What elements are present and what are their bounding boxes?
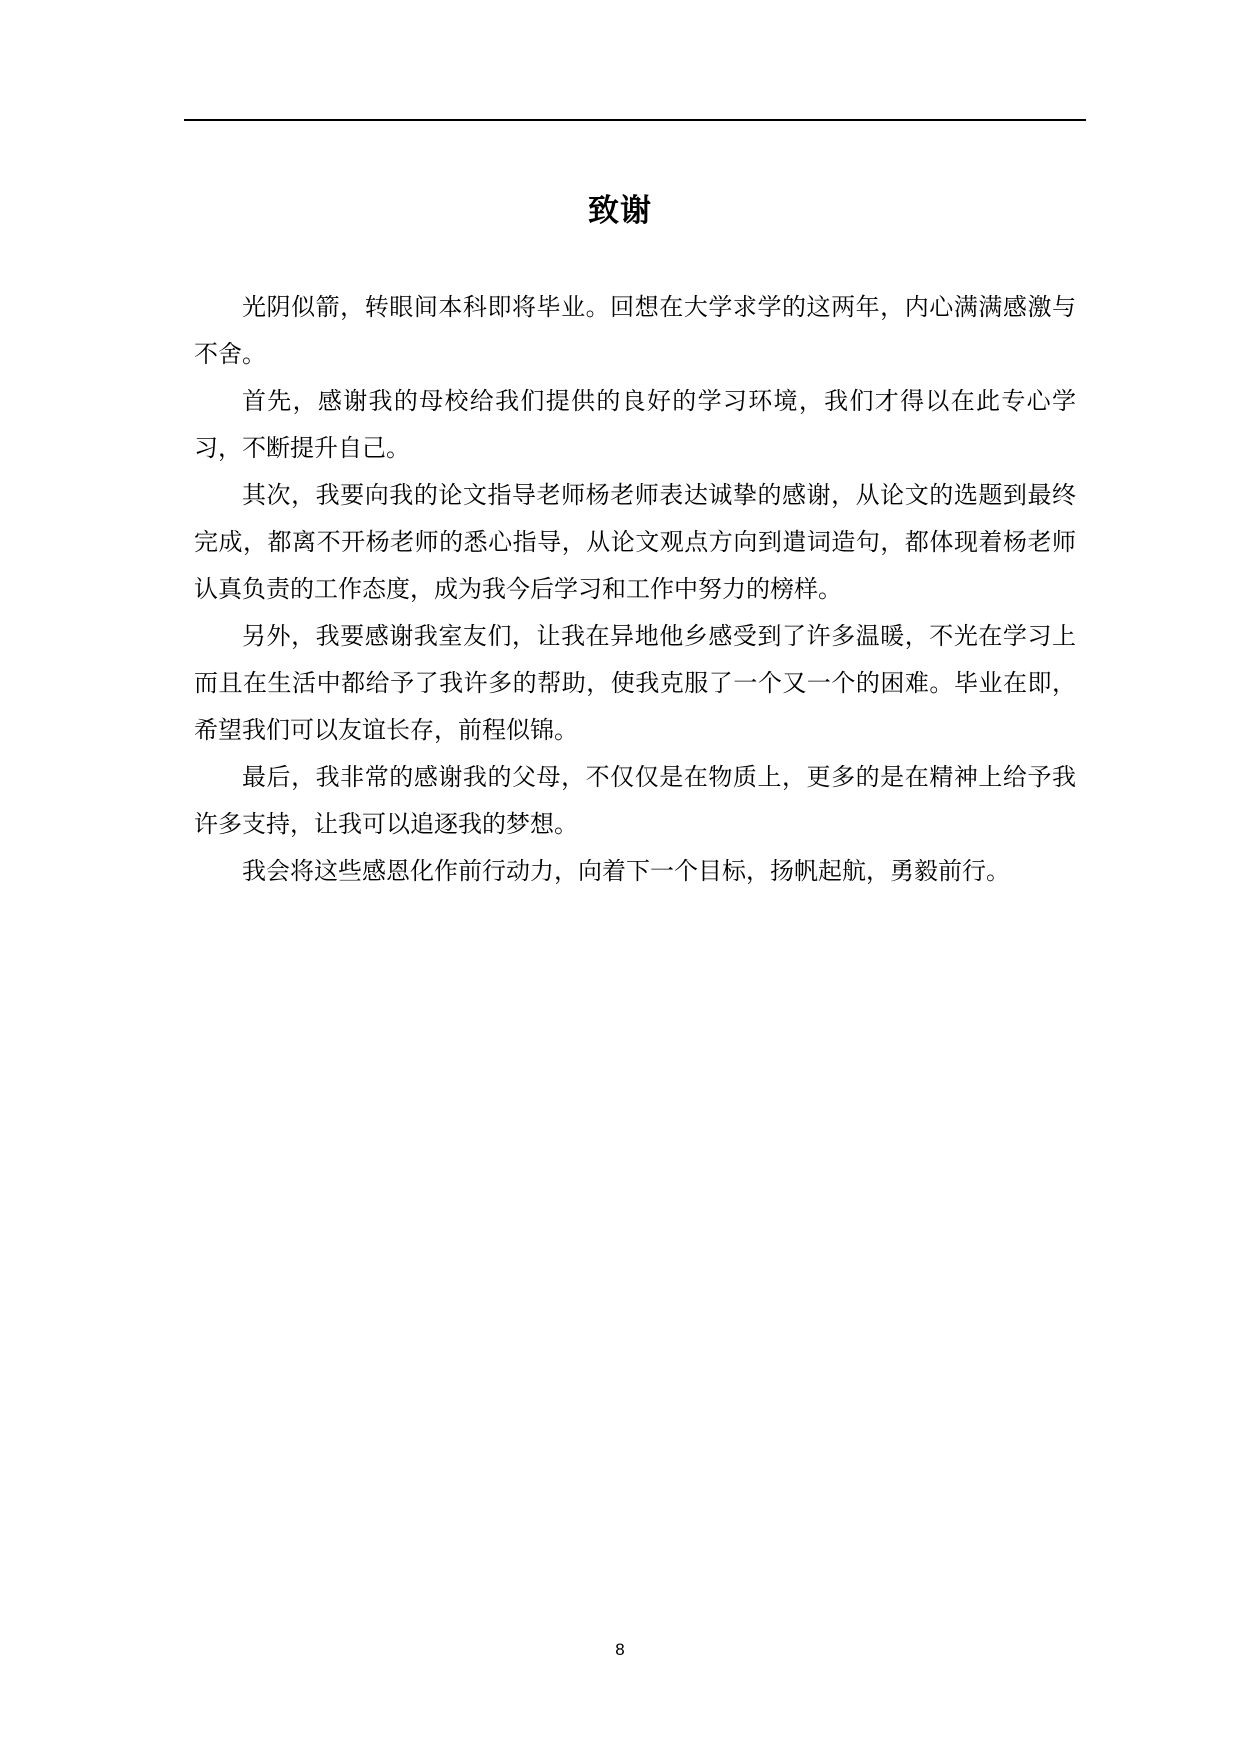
paragraph-2: 首先，感谢我的母校给我们提供的良好的学习环境，我们才得以在此专心学习，不断提升自己。 bbox=[194, 387, 1076, 462]
page-title: 致谢 bbox=[588, 193, 652, 229]
paragraph-4: 另外，我要感谢我室友们，让我在异地他乡感受到了许多温暖，不光在学习上而且在生活中都给予了我许多的帮助，使我克服了一个又一个的困难。毕业在即，希望我们可以友谊长存，前程似锦。 bbox=[194, 622, 1076, 744]
paragraph-5: 最后，我非常的感谢我的父母，不仅仅是在物质上，更多的是在精神上给予我许多支持，让我可以追逐我的梦想。 bbox=[194, 763, 1076, 838]
paragraph-1: 光阴似箭，转眼间本科即将毕业。回想在大学求学的这两年，内心满满感激与不舍。 bbox=[194, 293, 1076, 368]
paragraph-6: 我会将这些感恩化作前行动力，向着下一个目标，扬帆起航，勇毅前行。 bbox=[242, 857, 1010, 885]
header-rule bbox=[184, 119, 1086, 121]
page-number: 8 bbox=[615, 1640, 625, 1659]
paragraph-3: 其次，我要向我的论文指导老师杨老师表达诚挚的感谢，从论文的选题到最终完成，都离不开杨老师的悉心指导，从论文观点方向到遣词造句，都体现着杨老师认真负责的工作态度，成为我今后学习和工作中努力的榜样。 bbox=[194, 481, 1076, 603]
acknowledgement-body bbox=[194, 284, 1076, 895]
